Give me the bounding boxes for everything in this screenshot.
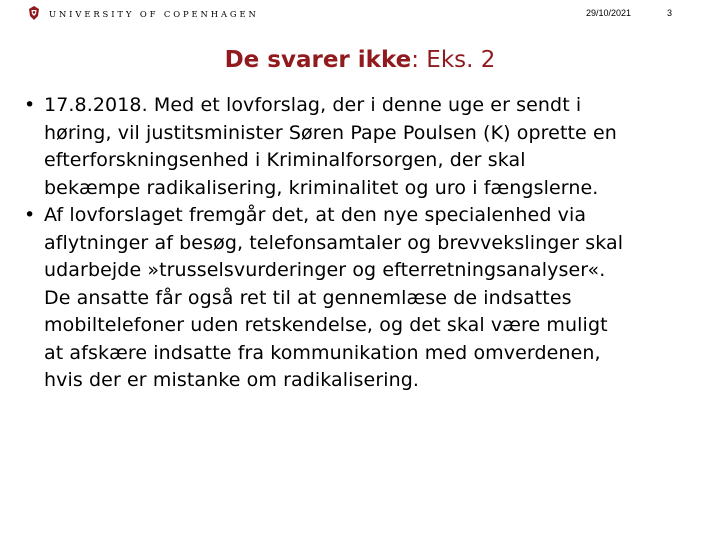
bullet-item [0, 202, 720, 395]
bullet-item [0, 92, 720, 202]
slide-title-rest: : Eks. 2 [411, 47, 496, 73]
slide-header [0, 0, 720, 28]
slide-title [0, 47, 720, 73]
page-number: 3 [667, 8, 673, 18]
bullet-text: 17.8.2018. Med et lovforslag, der i denne uge er sendt i høring, vil justitsminister Søren Pape Poulsen (K) oprette en efterforskningsenhed i Kriminalforsorgen, der skal bekæmpe radikalisering, kriminalitet og uro i fængslerne. [44, 94, 617, 199]
slide-title-strong: De svarer ikke [224, 47, 412, 73]
slide-body [0, 92, 720, 395]
bullet-marker: • [24, 204, 36, 226]
bullet-marker: • [24, 94, 36, 116]
slide-date: 29/10/2021 [586, 8, 632, 18]
bullet-text: Af lovforslaget fremgår det, at den nye specialenhed via aflytninger af besøg, telefonsamtaler og brevvekslinger skal udarbejde »trusselsvurderinger og efterretningsanalyser«. De ansatte får også ret til at gennemlæse de indsattes mobiltelefoner uden retskendelse, og det skal være muligt at afskære indsatte fra kommunikation med omverdenen, hvis der er mistanke om radikalisering. [44, 204, 624, 391]
crest-icon [27, 5, 41, 21]
university-name: UNIVERSITY OF COPENHAGEN [49, 9, 259, 19]
